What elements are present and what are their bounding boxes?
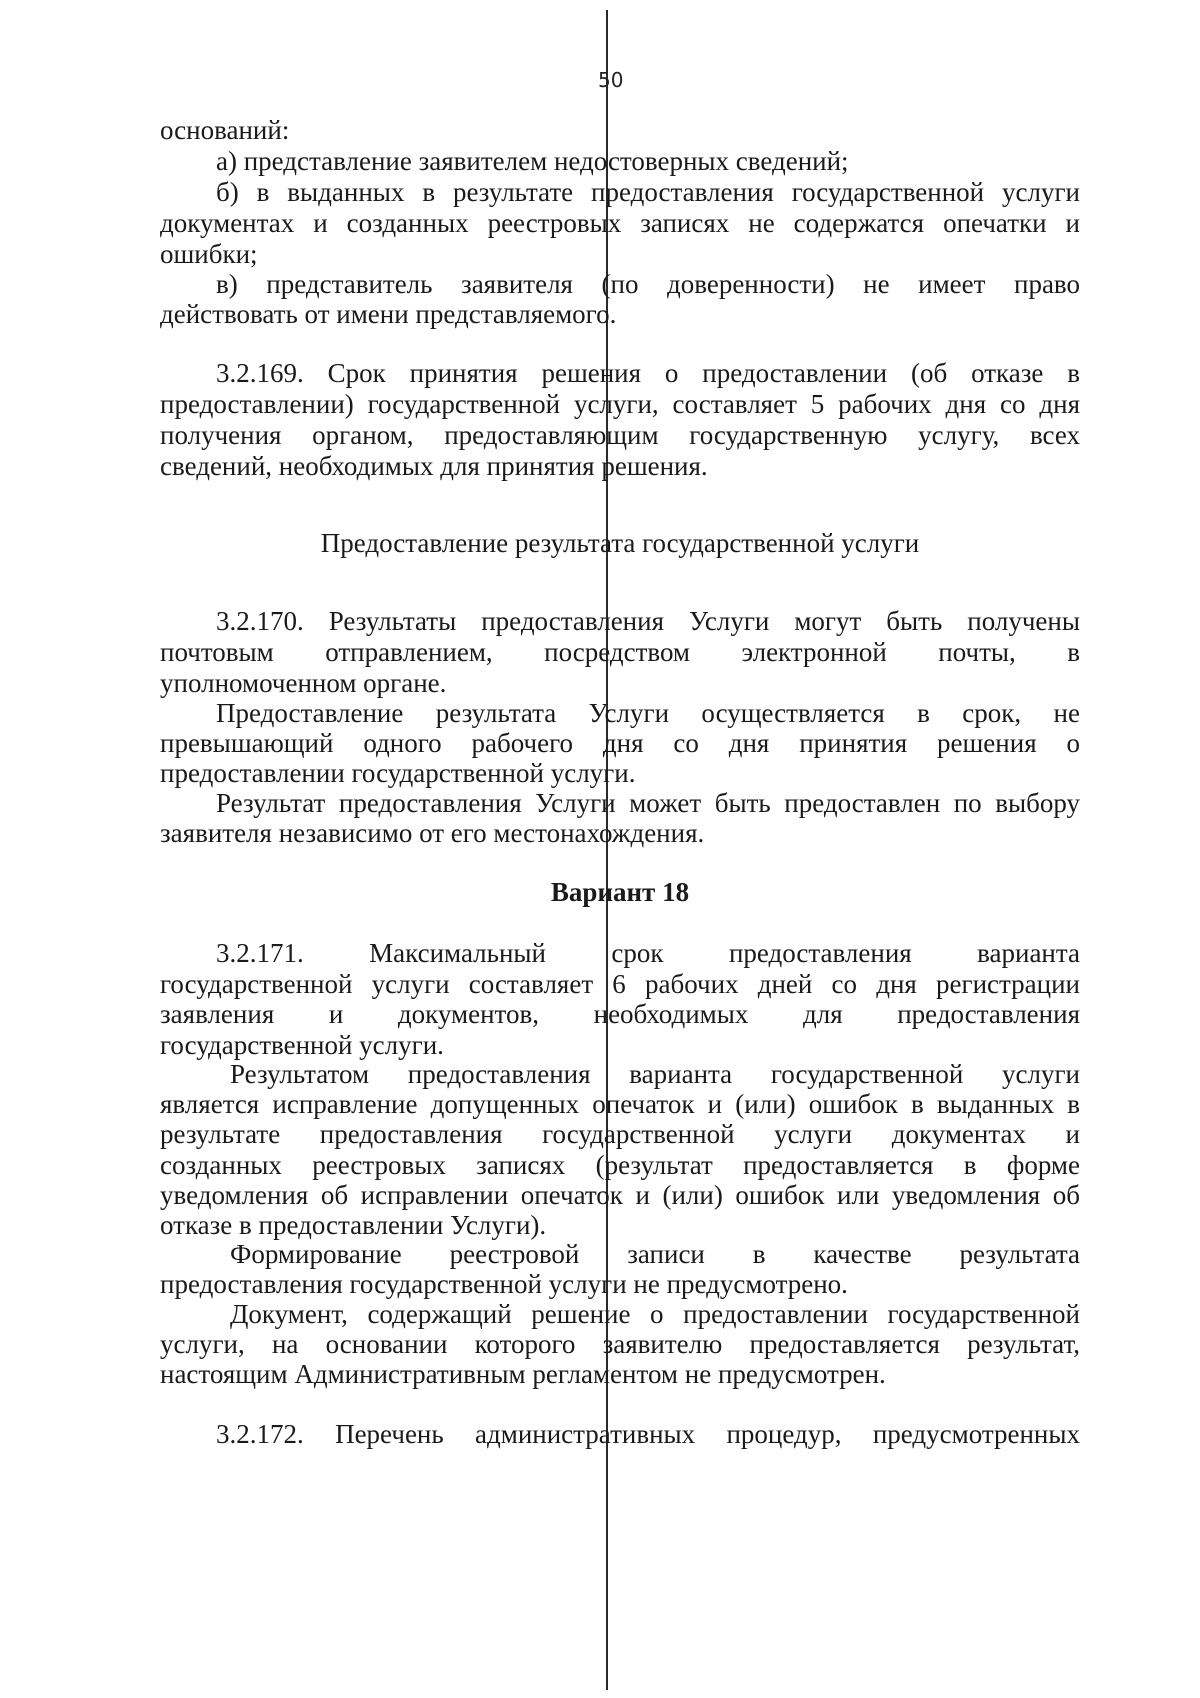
text-line: 3.2.170. Результаты предоставления Услуги могут быть получены bbox=[216, 606, 1080, 636]
text-line: заявления и документов, необходимых для предоставления bbox=[160, 999, 1080, 1029]
text-line: созданных реестровых записях (результат предоставляется в форме bbox=[160, 1150, 1080, 1180]
text-line: б) в выданных в результате предоставления государственной услуги bbox=[216, 177, 1080, 207]
text-line: заявителя независимо от его местонахождения. bbox=[160, 818, 705, 848]
text-line: настоящим Административным регламентом не предусмотрен. bbox=[160, 1359, 886, 1389]
page-number: 50 bbox=[598, 68, 624, 92]
text-line: действовать от имени представляемого. bbox=[160, 299, 617, 329]
text-line: отказе в предоставлении Услуги). bbox=[160, 1210, 547, 1240]
text-line: предоставлении государственной услуги. bbox=[160, 758, 636, 788]
text-line: государственной услуги. bbox=[160, 1030, 444, 1060]
text-line: ошибки; bbox=[160, 239, 258, 269]
text-line: Предоставление результата Услуги осуществляется в срок, не bbox=[216, 698, 1080, 728]
text-line: документах и созданных реестровых записях не содержатся опечатки и bbox=[160, 208, 1080, 238]
variant-heading: Вариант 18 bbox=[550, 877, 690, 907]
text-line: получения органом, предоставляющим государственную услугу, всех bbox=[160, 420, 1080, 450]
text-line: 3.2.172. Перечень административных процедур, предусмотренных bbox=[216, 1419, 1080, 1449]
text-line: превышающий одного рабочего дня со дня принятия решения о bbox=[160, 728, 1080, 758]
section-heading: Предоставление результата государственной услуги bbox=[320, 528, 920, 558]
text-line: а) представление заявителем недостоверных сведений; bbox=[216, 146, 849, 176]
text-line: услуги, на основании которого заявителю предоставляется результат, bbox=[160, 1329, 1080, 1359]
text-line: Результатом предоставления варианта государственной услуги bbox=[230, 1059, 1080, 1089]
text-line: уведомления об исправлении опечаток и (или) ошибок или уведомления об bbox=[160, 1180, 1080, 1210]
text-line: Документ, содержащий решение о предоставлении государственной bbox=[230, 1299, 1080, 1329]
text-line: результате предоставления государственной услуги документах и bbox=[160, 1119, 1080, 1149]
text-line: уполномоченном органе. bbox=[160, 668, 447, 698]
text-line: Результат предоставления Услуги может быть предоставлен по выбору bbox=[216, 788, 1080, 818]
text-line: в) представитель заявителя (по доверенности) не имеет право bbox=[216, 269, 1080, 299]
text-line: почтовым отправлением, посредством электронной почты, в bbox=[160, 637, 1080, 667]
text-line: 3.2.169. Срок принятия решения о предоставлении (об отказе в bbox=[216, 358, 1080, 388]
text-line: сведений, необходимых для принятия решения. bbox=[160, 451, 708, 481]
text-line: оснований: bbox=[160, 115, 290, 145]
text-line: государственной услуги составляет 6 рабочих дней со дня регистрации bbox=[160, 969, 1080, 999]
text-line: предоставлении) государственной услуги, составляет 5 рабочих дня со дня bbox=[160, 389, 1080, 419]
text-line: предоставления государственной услуги не предусмотрено. bbox=[160, 1269, 848, 1299]
text-line: Формирование реестровой записи в качестве результата bbox=[230, 1239, 1080, 1269]
text-line: 3.2.171. Максимальный срок предоставления варианта bbox=[216, 938, 1080, 968]
text-line: является исправление допущенных опечаток и (или) ошибок в выданных в bbox=[160, 1089, 1080, 1119]
